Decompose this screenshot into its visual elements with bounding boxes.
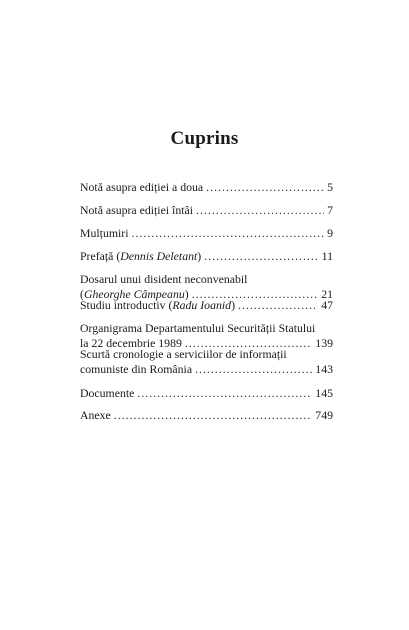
toc-line — [80, 180, 333, 195]
toc-entry-title — [80, 298, 235, 313]
toc-line — [80, 362, 333, 377]
toc-entry-title: Documente — [80, 386, 135, 400]
leader-dots — [196, 203, 324, 218]
toc-line — [80, 203, 333, 218]
toc-entry — [80, 347, 333, 377]
page-title: Cuprins — [170, 128, 239, 149]
leader-dots — [206, 180, 324, 195]
toc-entry — [80, 249, 333, 264]
toc-page-number: 11 — [321, 249, 333, 263]
toc-entry-subtitle: comuniste din România — [80, 362, 193, 376]
leader-dots — [238, 298, 318, 313]
toc-page-number: 5 — [327, 180, 333, 194]
toc-page-number: 139 — [315, 336, 333, 350]
toc-line — [80, 386, 333, 401]
toc-entry-title: Dosarul unui disident neconvenabil — [80, 272, 248, 286]
toc-author: Dennis Deletant — [120, 249, 198, 263]
toc-title-prefix: Studiu introductiv ( — [80, 298, 173, 312]
toc-line — [80, 298, 333, 313]
toc-line — [80, 249, 333, 264]
toc-entry — [80, 226, 333, 241]
toc-line — [80, 408, 333, 423]
leader-dots — [204, 249, 318, 264]
toc-entry — [80, 408, 333, 423]
toc-page-number: 7 — [327, 203, 333, 217]
toc-title-suffix: ) — [231, 298, 235, 312]
leader-dots — [195, 362, 312, 377]
toc-line-first — [80, 321, 333, 336]
toc-title-suffix: ) — [184, 287, 189, 301]
toc-entry-title: Notă asupra ediției întâi — [80, 203, 194, 217]
toc-page-number: 749 — [315, 408, 333, 422]
leader-dots — [114, 408, 313, 423]
toc-line-first — [80, 272, 333, 287]
toc-title-prefix: ( — [80, 287, 84, 301]
toc-entry-title: Notă asupra ediției a doua — [80, 180, 204, 194]
leader-dots — [132, 226, 325, 241]
leader-dots — [137, 386, 312, 401]
toc-page-number: 145 — [315, 386, 333, 400]
toc-entry-title: Mulțumiri — [80, 226, 129, 240]
toc-author: Radu Ioanid — [172, 298, 232, 312]
toc-entry-title — [80, 249, 201, 264]
toc-entry-title: Organigrama Departamentului Securității Statului — [80, 321, 316, 335]
toc-line-first — [80, 347, 333, 362]
toc-entry — [80, 298, 333, 313]
toc-page-number: 9 — [327, 226, 333, 240]
toc-entry-title: Scurtă cronologie a serviciilor de informații — [80, 347, 287, 361]
toc-page-number: 21 — [321, 287, 333, 301]
toc-page-number: 47 — [321, 298, 333, 312]
toc-entry — [80, 203, 333, 218]
toc-entry-subtitle: la 22 decembrie 1989 — [80, 336, 182, 350]
toc-entry-title: Anexe — [80, 408, 111, 422]
toc-page-number: 143 — [315, 362, 333, 376]
toc-line — [80, 226, 333, 241]
toc-entry — [80, 386, 333, 401]
toc-title-prefix: Prefață ( — [80, 249, 121, 263]
toc-author: Gheorghe Câmpeanu — [83, 287, 185, 301]
toc-title-suffix: ) — [197, 249, 202, 263]
toc-entry — [80, 180, 333, 195]
